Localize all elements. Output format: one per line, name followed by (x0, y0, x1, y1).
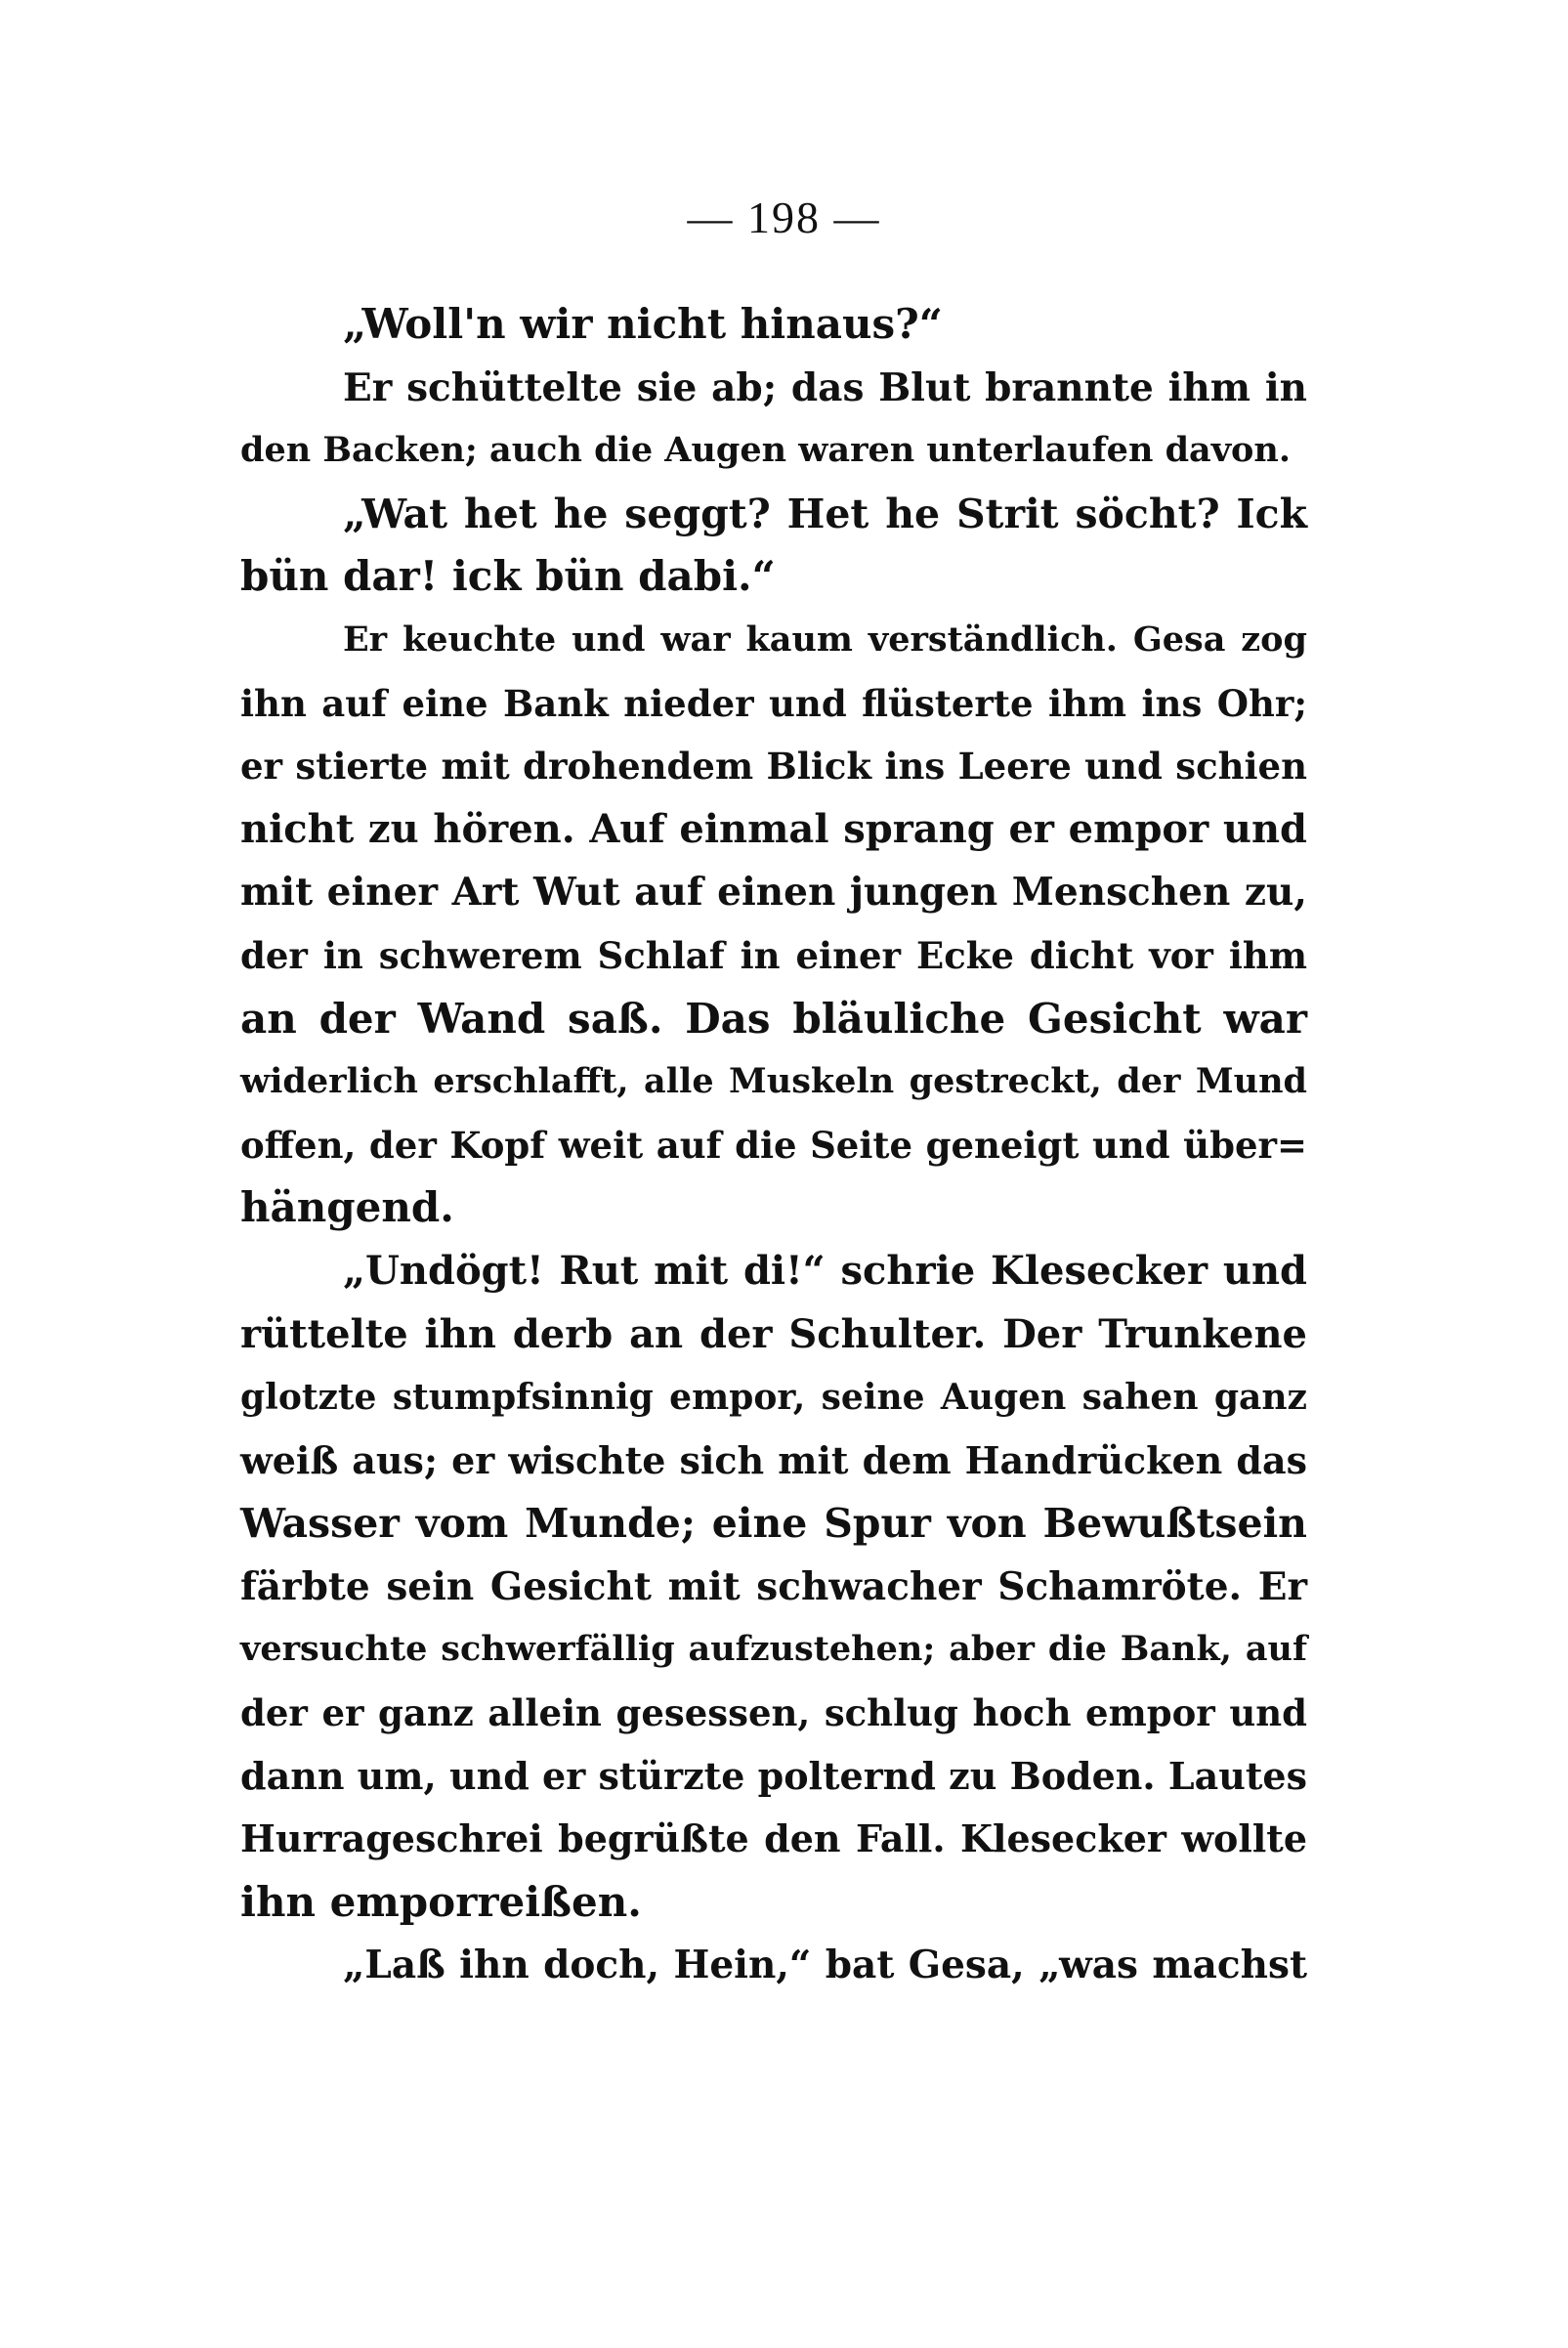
text-line: „Woll'n wir nicht hinaus?“ (343, 300, 943, 348)
text-line: ihn auf eine Bank nieder und flüsterte ihm ins Ohr; (240, 681, 1307, 725)
text-line: den Backen; auch die Augen waren unterlaufen davon. (240, 430, 1292, 471)
text-line: bün dar! ick bün dabi.“ (240, 552, 776, 601)
text-line: Wasser vom Munde; eine Spur von Bewußtsein (240, 1500, 1307, 1548)
text-line: Hurrageschrei begrüßte den Fall. Klesecker wollte (240, 1816, 1307, 1861)
text-line: widerlich erschlafft, alle Muskeln gestreckt, der Mund (240, 1061, 1307, 1102)
body-text (240, 293, 1307, 1997)
text-line: der er ganz allein gesessen, schlug hoch empor und (240, 1691, 1307, 1735)
text-line: offen, der Kopf weit auf die Seite geneigt und über= (240, 1123, 1307, 1167)
text-line: Er schüttelte sie ab; das Blut brannte ihm in (343, 364, 1307, 410)
text-line: hängend. (240, 1183, 454, 1232)
text-line: weiß aus; er wischte sich mit dem Handrücken das (240, 1437, 1307, 1482)
text-line: Er keuchte und war kaum verständlich. Gesa zog (343, 619, 1307, 660)
text-line: versuchte schwerfällig aufzustehen; aber die Bank, auf (240, 1629, 1307, 1670)
text-line: färbte sein Gesicht mit schwacher Schamröte. Er (240, 1563, 1307, 1609)
text-line: rüttelte ihn derb an der Schulter. Der Trunkene (240, 1310, 1307, 1357)
text-line: glotzte stumpfsinnig empor, seine Augen sahen ganz (240, 1377, 1307, 1419)
text-line: nicht zu hören. Auf einmal sprang er empor und (240, 805, 1307, 852)
text-line: mit einer Art Wut auf einen jungen Menschen zu, (240, 870, 1307, 916)
text-line: „Undögt! Rut mit di!“ schrie Klesecker und (343, 1247, 1307, 1294)
page-number: — 198 — (687, 192, 881, 242)
text-line: „Wat het he seggt? Het he Strit söcht? Ick (343, 490, 1307, 537)
text-line: ihn emporreißen. (240, 1877, 642, 1926)
text-line: dann um, und er stürzte polternd zu Boden. Lautes (240, 1753, 1307, 1798)
text-line: an der Wand saß. Das bläuliche Gesicht war (240, 994, 1307, 1043)
text-line: er stierte mit drohendem Blick ins Leere und schien (240, 745, 1307, 789)
text-line: der in schwerem Schlaf in einer Ecke dicht vor ihm (240, 933, 1307, 977)
text-line: „Laß ihn doch, Hein,“ bat Gesa, „was machst (343, 1942, 1307, 1988)
